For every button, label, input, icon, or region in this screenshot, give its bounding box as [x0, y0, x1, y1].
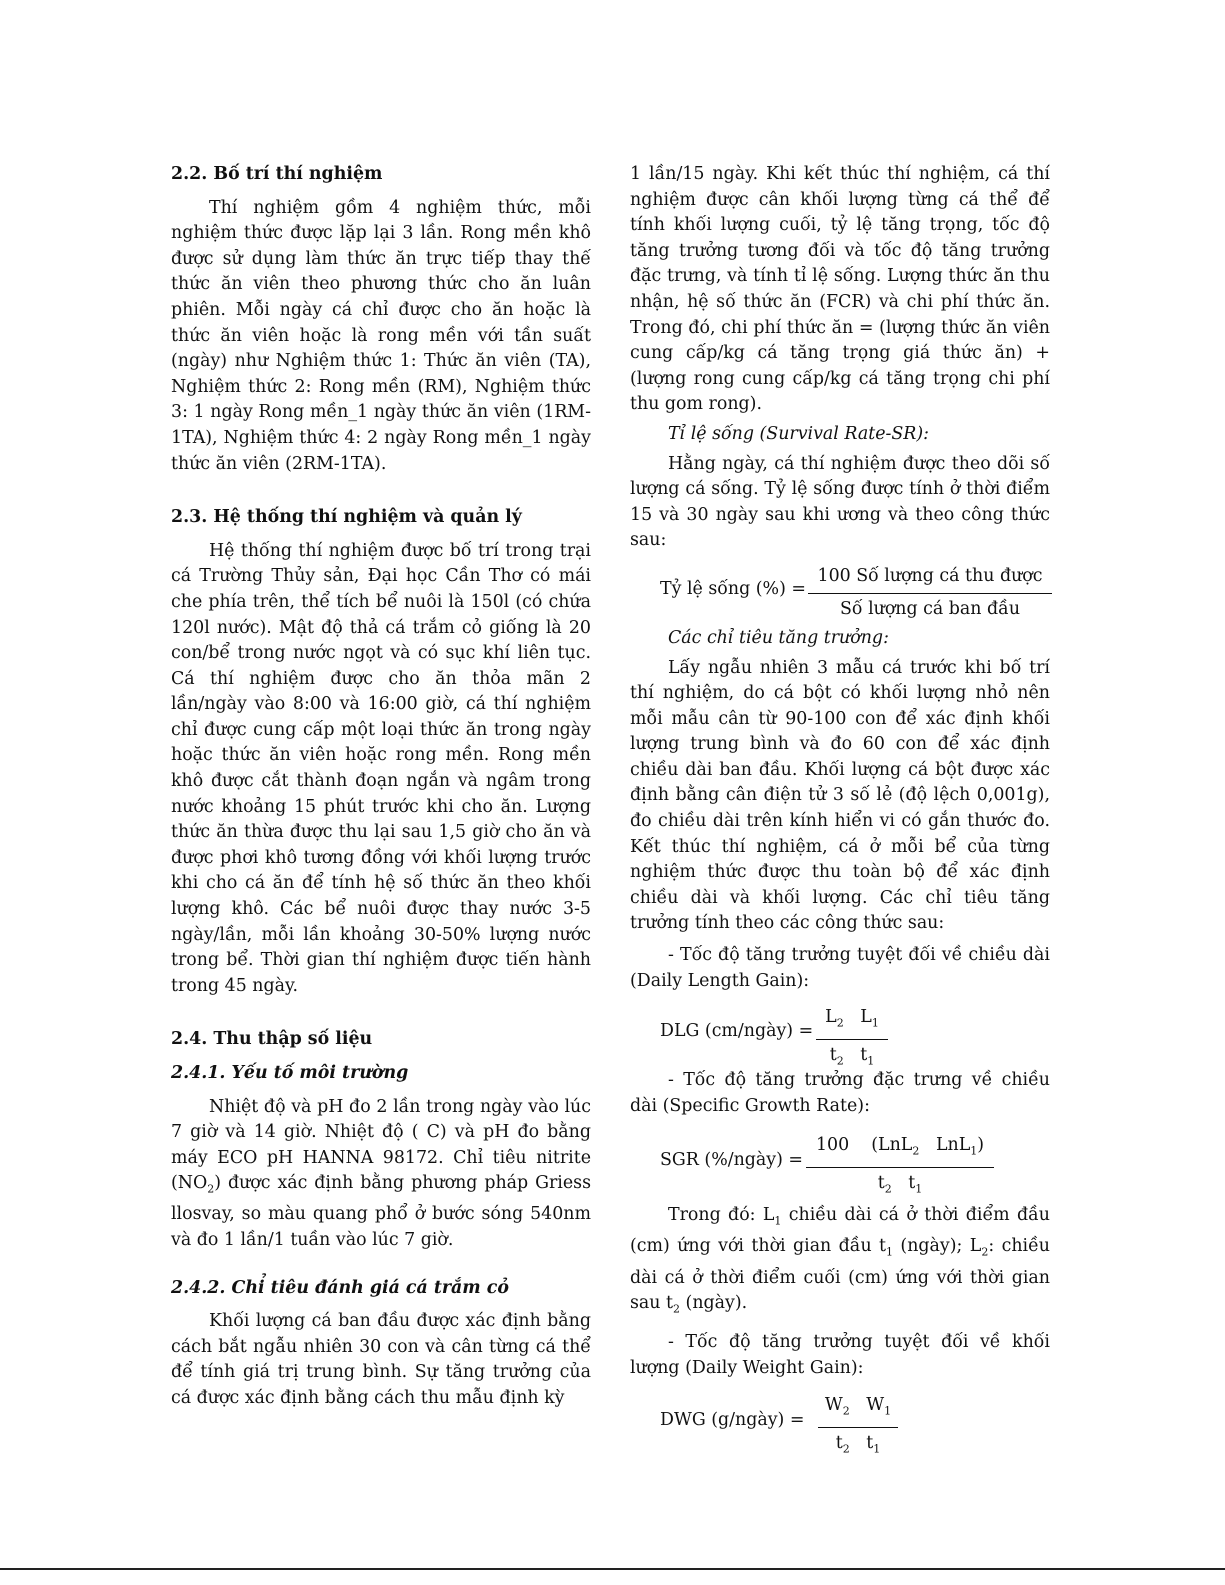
- sgr-formula: [630, 1133, 1050, 1197]
- dlg-formula: [630, 1004, 1050, 1066]
- survival-rate-paragraph: Hằng ngày, cá thí nghiệm được theo dõi số lượng cá sống. Tỷ lệ sống được tính ở thời điểm 15 và 30 ngày sau khi ương và theo công thức sau:: [630, 453, 1050, 551]
- section-2-4-2-paragraph: Khối lượng cá ban đầu được xác định bằng cách bắt ngẫu nhiên 30 con và cân từng cá thể để tính giá trị trung bình. Sự tăng trưởng của cá được xác định bằng cách thu mẫu định kỳ: [171, 1311, 591, 1408]
- formula-fraction: [816, 1005, 888, 1074]
- formula-fraction: [806, 1133, 994, 1202]
- left-column: [171, 162, 591, 1412]
- dlg-intro: - Tốc độ tăng trưởng tuyệt đối về chiều dài (Daily Length Gain):: [630, 945, 1050, 991]
- formula-lhs: DWG (g/ngày) =: [660, 1410, 805, 1431]
- section-2-4-1-heading: 2.4.1. Yếu tố môi trường: [171, 1063, 409, 1083]
- section-2-3-paragraph: Hệ thống thí nghiệm được bố trí trong trại cá Trường Thủy sản, Đại học Cần Thơ có mái che phía trên, thể tích bể nuôi là 150l (có chứa 120l nước). Mật độ thả cá trắm cỏ giống là 20 con/bể trong nước ngọt và có sục khí liên tục. Cá thí nghiệm được cho ăn thỏa mãn 2 lần/ngày vào 8:00 và 16:00 giờ, cá thí nghiệm chỉ được cung cấp một loại thức ăn trong ngày hoặc thức ăn viên hoặc rong mền. Rong mền khô được cắt thành đoạn ngắn và ngâm trong nước khoảng 15 phút trước khi cho ăn. Lượng thức ăn thừa được thu lại sau 1,5 giờ cho ăn và được phơi khô tương đồng với khối lượng trước khi cho cá ăn để tính hệ số thức ăn theo khối lượng khô. Các bể nuôi được thay nước 3-5 ngày/lần, mỗi lần khoảng 30-50% lượng nước trong bể. Thời gian thí nghiệm được tiến hành trong 45 ngày.: [171, 540, 591, 996]
- survival-rate-formula: [630, 562, 1050, 626]
- variable-definitions: Trong đó: $L_1$ chiều dài cá ở thời điểm đầu (cm) ứng với thời gian đầu $t_1$ (ngày); $L_2$: chiều dài cá ở thời điểm cuối (cm) ứng với thời gian sau $t_2$ (ngày).: [630, 1205, 1050, 1316]
- formula-denominator: Số lượng cá ban đầu: [839, 598, 1021, 619]
- formula-denominator: $t_2$ $t_1$: [877, 1173, 923, 1196]
- section-2-2-paragraph: Thí nghiệm gồm 4 nghiệm thức, mỗi nghiệm thức được lặp lại 3 lần. Rong mền khô được sử dụng làm thức ăn trực tiếp thay thế thức ăn viên theo phương thức cho ăn luân phiên. Mỗi ngày cá chỉ được cho ăn hoặc là thức ăn viên hoặc là rong mền với tần suất (ngày) như Nghiệm thức 1: Thức ăn viên (TA), Nghiệm thức 2: Rong mền (RM), Nghiệm thức 3: 1 ngày Rong mền_1 ngày thức ăn viên (1RM-1TA), Nghiệm thức 4: 2 ngày Rong mền_1 ngày thức ăn viên (2RM-1TA).: [171, 197, 591, 474]
- section-2-4-2-heading: 2.4.2. Chỉ tiêu đánh giá cá trắm cỏ: [171, 1277, 509, 1298]
- formula-numerator: 100 (LnL$_2$ LnL$_1$): [806, 1133, 994, 1168]
- formula-numerator: 100 Số lượng cá thu được: [808, 564, 1052, 594]
- right-column: [630, 162, 1050, 1455]
- formula-denominator: $t_2$ $t_1$: [829, 1045, 875, 1068]
- formula-fraction: [818, 1393, 898, 1462]
- page-bottom-rule: [0, 1568, 1225, 1570]
- section-2-4-heading: 2.4. Thu thập số liệu: [171, 1029, 373, 1050]
- formula-lhs: DLG (cm/ngày) =: [660, 1021, 814, 1042]
- dwg-formula: [630, 1393, 1050, 1455]
- sgr-intro: - Tốc độ tăng trưởng đặc trưng về chiều dài (Specific Growth Rate):: [630, 1070, 1050, 1116]
- formula-numerator: $W_2$ $W_1$: [818, 1393, 898, 1428]
- formula-fraction: [808, 564, 1052, 622]
- continued-paragraph: 1 lần/15 ngày. Khi kết thúc thí nghiệm, cá thí nghiệm được cân khối lượng từng cá thể để tính khối lượng cuối, tỷ lệ tăng trọng, tốc độ tăng trưởng tương đối và tốc độ tăng trưởng đặc trưng, và tính tỉ lệ sống. Lượng thức ăn thu nhận, hệ số thức ăn (FCR) và chi phí thức ăn. Trong đó, chi phí thức ăn = (lượng thức ăn viên cung cấp/kg cá tăng trọng giá thức ăn) + (lượng rong cung cấp/kg cá tăng trọng chi phí thu gom rong).: [630, 164, 1050, 415]
- formula-lhs: SGR (%/ngày) =: [660, 1150, 804, 1171]
- formula-lhs: Tỷ lệ sống (%) =: [660, 578, 806, 599]
- dwg-intro: - Tốc độ tăng trưởng tuyệt đối về khối lượng (Daily Weight Gain):: [630, 1332, 1050, 1378]
- section-2-4-1-paragraph: Nhiệt độ và pH đo 2 lần trong ngày vào lúc 7 giờ và 14 giờ. Nhiệt độ ( C) và pH đo bằng máy ECO pH HANNA 98172. Chỉ tiêu nitrite $(NO_2)$ được xác định bằng phương pháp Griess llosvay, so màu quang phổ ở bước sóng 540nm và đo 1 lần/1 tuần vào lúc 7 giờ.: [171, 1096, 591, 1251]
- growth-indicators-heading: Các chỉ tiêu tăng trưởng:: [668, 627, 889, 648]
- formula-numerator: $L_2$ $L_1$: [816, 1005, 888, 1040]
- survival-rate-heading: Tỉ lệ sống (Survival Rate-SR):: [668, 423, 930, 444]
- formula-denominator: $t_2$ $t_1$: [835, 1433, 881, 1456]
- growth-indicators-paragraph: Lấy ngẫu nhiên 3 mẫu cá trước khi bố trí thí nghiệm, do cá bột có khối lượng nhỏ nên mỗi mẫu cân từ 90-100 con để xác định khối lượng trung bình và đo 60 con để xác định chiều dài ban đầu. Khối lượng cá bột được xác định bằng cân điện tử 3 số lẻ (độ lệch 0,001g), đo chiều dài trên kính hiển vi có gắn thước đo. Kết thúc thí nghiệm, cá ở mỗi bể của từng nghiệm thức được thu toàn bộ để xác định chiều dài và khối lượng. Các chỉ tiêu tăng trưởng tính theo các công thức sau:: [630, 657, 1050, 934]
- section-2-3-heading: 2.3. Hệ thống thí nghiệm và quản lý: [171, 507, 522, 528]
- section-2-2-heading: 2.2. Bố trí thí nghiệm: [171, 164, 383, 184]
